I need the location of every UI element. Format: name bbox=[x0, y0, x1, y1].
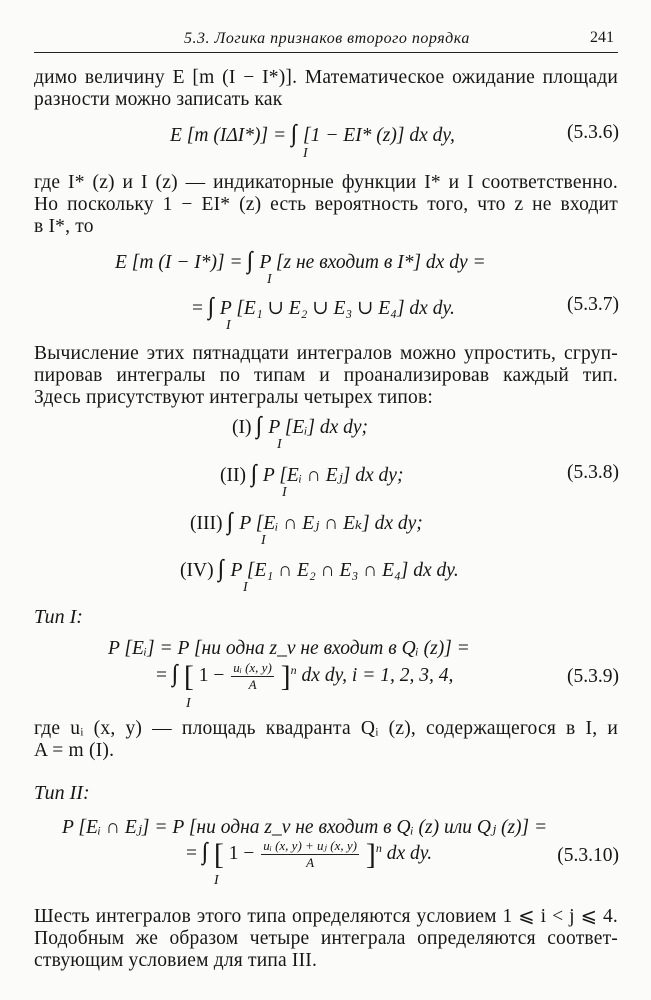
para1-line2: разности можно записать как bbox=[34, 89, 283, 110]
eq5310-number: (5.3.10) bbox=[557, 845, 619, 866]
equation-5-3-10 bbox=[186, 838, 432, 872]
equation-5-3-7-line2 bbox=[192, 294, 455, 321]
para1-line1: димо величину E [m (I − I*)]. Математическое ожидание площади bbox=[34, 67, 618, 88]
type2-heading: Тип II: bbox=[34, 782, 90, 804]
eq539-fraction bbox=[231, 660, 274, 693]
eq5310-tail: dx dy. bbox=[386, 843, 433, 864]
eq539-number: (5.3.9) bbox=[567, 666, 619, 687]
type1-line1: P [Eᵢ] = P [ни одна z_v не входит в Qᵢ (z)] = bbox=[108, 638, 470, 659]
eq538-label-4: (IV) bbox=[180, 560, 214, 581]
eq538-item-3 bbox=[190, 509, 423, 536]
eq5310-one-minus: 1 − bbox=[228, 843, 255, 864]
left-bracket-icon: [ bbox=[213, 838, 224, 871]
para3-line1: Вычисление этих пятнадцати интегралов можно упростить, сгруп- bbox=[34, 343, 618, 364]
eq538-number: (5.3.8) bbox=[567, 462, 619, 483]
double-integral-icon: ∫∫ bbox=[227, 509, 229, 535]
type2-line1: P [Eᵢ ∩ Eⱼ] = P [ни одна z_v не входит в Qᵢ (z) или Qⱼ (z)] = bbox=[62, 817, 548, 838]
eq539-one-minus: 1 − bbox=[198, 665, 225, 686]
para2-line1: где I* (z) и I (z) — индикаторные функции I* и I соответственно. bbox=[34, 172, 618, 193]
running-header bbox=[34, 26, 618, 53]
double-integral-icon: ∫∫ bbox=[171, 661, 173, 687]
integral-region: I bbox=[303, 146, 308, 161]
eq5310-frac-num: uᵢ (x, y) + uⱼ (x, y) bbox=[263, 838, 357, 854]
integral-region: I bbox=[186, 696, 191, 711]
integral-region: I bbox=[282, 485, 287, 500]
eq538-item-1 bbox=[232, 413, 368, 440]
para5-line1: Шесть интегралов этого типа определяются условием 1 ⩽ i < j ⩽ 4. bbox=[34, 906, 618, 927]
eq536-number: (5.3.6) bbox=[567, 122, 619, 143]
eq5310-power: n bbox=[375, 841, 382, 855]
eq539-eqsign: = bbox=[156, 665, 167, 686]
eq539-tail: dx dy, i = 1, 2, 3, 4, bbox=[301, 665, 454, 686]
double-integral-icon: ∫∫ bbox=[201, 839, 203, 865]
eq536-lhs: E [m (IΔI*)] = bbox=[170, 125, 287, 146]
integral-region: I bbox=[277, 437, 282, 452]
double-integral-icon: ∫∫ bbox=[256, 413, 258, 439]
right-bracket-icon: ] bbox=[365, 838, 376, 871]
eq537-eqsign: = bbox=[192, 298, 203, 319]
eq536-body: [1 − EI* (z)] dx dy, bbox=[303, 125, 455, 146]
eq539-frac-num: uᵢ (x, y) bbox=[233, 660, 272, 676]
para4-line1: где uᵢ (x, y) — площадь квадранта Qᵢ (z), содержащегося в I, и bbox=[34, 718, 618, 739]
eq539-frac-den: A bbox=[248, 677, 257, 693]
eq539-power: n bbox=[290, 663, 297, 677]
eq537-number: (5.3.7) bbox=[567, 294, 619, 315]
integral-region: I bbox=[226, 318, 231, 333]
integral-region: I bbox=[267, 272, 272, 287]
integral-region: I bbox=[243, 580, 248, 595]
double-integral-icon: ∫∫ bbox=[250, 461, 252, 487]
eq5310-eqsign: = bbox=[186, 843, 197, 864]
para5-line2: Подобным же образом четыре интеграла определяются соответ- bbox=[34, 928, 618, 949]
eq537-body1: P [z не входит в I*] dx dy = bbox=[259, 252, 486, 273]
eq538-body-2: P [Eᵢ ∩ Eⱼ] dx dy; bbox=[262, 465, 404, 486]
integral-region: I bbox=[261, 533, 266, 548]
eq538-item-2 bbox=[220, 461, 403, 488]
eq537-lhs: E [m (I − I*)] = bbox=[115, 252, 243, 273]
eq538-item-4 bbox=[180, 556, 459, 583]
para3-line2: пировав интегралы по типам и проанализировав каждый тип. bbox=[34, 365, 618, 386]
integral-region: I bbox=[214, 873, 219, 888]
eq538-body-3: P [Eᵢ ∩ Eⱼ ∩ Eₖ] dx dy; bbox=[239, 513, 423, 534]
type1-heading: Тип I: bbox=[34, 606, 83, 628]
section-title: 5.3. Логика признаков второго порядка bbox=[184, 30, 470, 47]
eq5310-frac-den: A bbox=[306, 855, 315, 871]
equation-5-3-7-line1 bbox=[115, 248, 486, 275]
double-integral-icon: ∫∫ bbox=[247, 248, 249, 274]
eq537-body2: P [E₁ ∪ E₂ ∪ E₃ ∪ E₄] dx dy. bbox=[219, 298, 455, 319]
para5-line3: ствующим условием для типа III. bbox=[34, 950, 318, 971]
para2-line3: в I*, то bbox=[34, 216, 94, 237]
right-bracket-icon: ] bbox=[280, 660, 291, 693]
para3-line3: Здесь присутствуют интегралы четырех типов: bbox=[34, 387, 434, 408]
page-number: 241 bbox=[590, 29, 614, 46]
left-bracket-icon: [ bbox=[183, 660, 194, 693]
eq538-body-4: P [E₁ ∩ E₂ ∩ E₃ ∩ E₄] dx dy. bbox=[230, 560, 459, 581]
eq538-label-1: (I) bbox=[232, 417, 252, 438]
eq538-body-1: P [Eᵢ] dx dy; bbox=[268, 417, 369, 438]
eq538-label-2: (II) bbox=[220, 465, 246, 486]
para2-line2: Но поскольку 1 − EI* (z) есть вероятность того, что z не входит bbox=[34, 194, 618, 215]
double-integral-icon: ∫∫ bbox=[291, 121, 293, 147]
para4-line2: A = m (I). bbox=[34, 740, 115, 761]
equation-5-3-9 bbox=[156, 660, 453, 694]
equation-5-3-6 bbox=[170, 121, 455, 148]
double-integral-icon: ∫∫ bbox=[218, 556, 220, 582]
double-integral-icon: ∫∫ bbox=[207, 294, 209, 320]
eq5310-fraction bbox=[261, 838, 359, 871]
eq538-label-3: (III) bbox=[190, 513, 223, 534]
